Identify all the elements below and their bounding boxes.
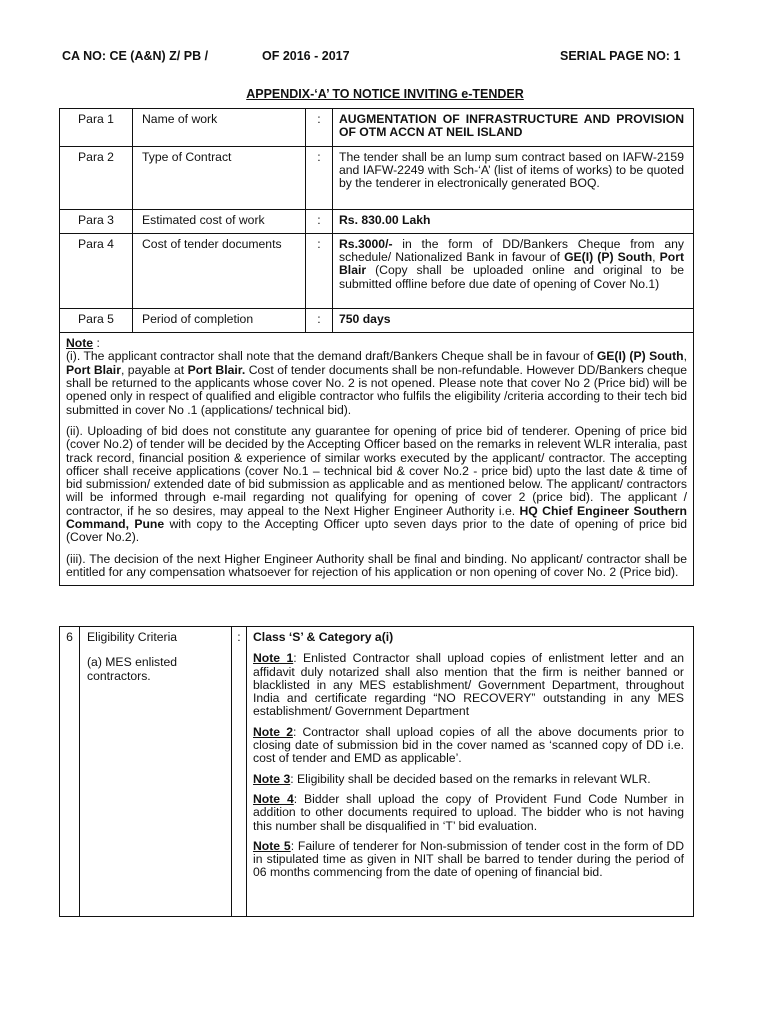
note-3	[253, 773, 684, 786]
para-row-2	[60, 146, 694, 209]
note-3-heading: Note 3	[253, 771, 291, 786]
para-number: Para 4	[60, 233, 133, 308]
para-table	[59, 108, 694, 586]
para-label: Name of work	[133, 109, 306, 147]
note-2-text: : Contractor shall upload copies of all the above documents prior to closing date of submission bid in the cover named as ‘scanned copy of DD i.e. cost of tender and EMD as applicable’.	[253, 724, 684, 766]
note-text: with copy to the Accepting Officer upto seven days prior to the date of opening of price bid (Cover No.2).	[66, 517, 687, 545]
para-colon: :	[306, 209, 333, 233]
type-of-contract-value: The tender shall be an lump sum contract based on IAFW-2159 and IAFW-2249 with Sch-‘A’ (list of items of works) to be quoted by the tenderer in electronically generated BOQ.	[333, 146, 694, 209]
para-number: Para 1	[60, 109, 133, 147]
eligibility-row	[60, 627, 694, 917]
para-colon: :	[306, 109, 333, 147]
tender-text: (Copy shall be uploaded online and original to be submitted offline before due date of opening of Cover No.1)	[339, 263, 684, 291]
note-paragraph-i	[66, 350, 687, 416]
cost-of-tender-value	[333, 233, 694, 308]
class-category: Class ‘S’ & Category a(i)	[253, 630, 394, 644]
note-1-heading: Note 1	[253, 651, 294, 666]
note-5	[253, 840, 684, 880]
eligibility-label: Eligibility Criteria	[87, 630, 178, 644]
para-colon: :	[306, 146, 333, 209]
note-1-text: : Enlisted Contractor shall upload copies of enlistment letter and an affidavit duly notarized shall also mention that the firm is neither banned or blacklisted in any MES establishment/ Government Department, throughout India and certificate regarding “NO RECOVERY” outstanding in any MES establishment/ Government Department	[253, 651, 684, 719]
note-heading: Note	[66, 336, 94, 351]
note-5-text: : Failure of tenderer for Non-submission of tender cost in the form of DD in stipulated time as given in NIT shall be barred to tender during the period of 06 months commencing from the date of opening of financial bid.	[253, 838, 684, 880]
para-colon: :	[306, 233, 333, 308]
para-row-1	[60, 109, 694, 147]
note-colon: :	[93, 336, 100, 351]
ca-number: CA NO: CE (A&N) Z/ PB /	[62, 49, 209, 63]
para-label: Cost of tender documents	[133, 233, 306, 308]
eligibility-content	[247, 627, 694, 917]
serial-page-number: SERIAL PAGE NO: 1	[560, 49, 681, 63]
para-label: Type of Contract	[133, 146, 306, 209]
note-paragraph-ii	[66, 425, 687, 545]
tender-amount: Rs.3000/-	[339, 236, 393, 251]
note-4-text: : Bidder shall upload the copy of Provident Fund Code Number in addition to other documents required to upload. The bidder who is not having this number shall be disqualified in ‘T’ bid evaluation.	[253, 791, 684, 833]
note-bold: Port Blair.	[187, 362, 246, 377]
document-title: APPENDIX-‘A’ TO NOTICE INVITING e-TENDER	[246, 87, 524, 101]
tender-text: in the form of DD/Bankers Cheque from any schedule/ Nationalized Bank in favour of	[339, 236, 684, 265]
note-text: ,	[683, 349, 688, 364]
eligibility-table	[59, 626, 694, 917]
para-row-3	[60, 209, 694, 233]
period-of-completion-value: 750 days	[333, 308, 694, 332]
para-number: Para 5	[60, 308, 133, 332]
note-text: (i). The applicant contractor shall note that the demand draft/Bankers Cheque shall be in favour of	[66, 349, 597, 364]
note-2-heading: Note 2	[253, 724, 293, 739]
note-text: Cost of tender documents shall be non-refundable. However DD/Bankers cheque shall be returned to the applicants whose cover No. 2 is not opened. Please note that cover No 2 (Price bid) will be opened only in respect of qualified and eligible contractor who fulfils the eligibility /criteria according to their tech bid submitted in cover No .1 (applications/ technical bid).	[66, 362, 688, 417]
note-bold: Port Blair	[66, 362, 121, 377]
para-row-5	[60, 308, 694, 332]
note-bold: GE(I) (P) South	[596, 349, 684, 364]
eligibility-colon: :	[232, 627, 247, 917]
note-4	[253, 793, 684, 833]
para-number: Para 2	[60, 146, 133, 209]
eligibility-sub-label: (a) MES enlisted contractors.	[87, 655, 178, 683]
contract-year: OF 2016 - 2017	[262, 49, 350, 63]
name-of-work-value: AUGMENTATION OF INFRASTRUCTURE AND PROVISION OF OTM ACCN AT NEIL ISLAND	[333, 109, 694, 147]
estimated-cost-value: Rs. 830.00 Lakh	[333, 209, 694, 233]
note-section	[60, 333, 694, 586]
note-text: (ii). Uploading of bid does not constitute any guarantee for opening of price bid of tenderer. Opening of price bid (cover No.2) of tender will be decided by the Accepting Officer based on the remarks in relevent WLR interalia, past track record, financial position & experience of similar works executed by the applicant/ contractor. The accepting officer shall receive applications (cover No.1 – technical bid & cover No.2 - price bid) upto the last date & time of bid submission/ extended date of bid submission as applicable and as mentioned below. The applicant/ contractors will be informed through e-mail regarding not qualifying for opening of cover 2 (price bid). The applicant / contractor, if he so desires, may appeal to the Next Higher Engineer Authority i.e.	[66, 423, 687, 518]
eligibility-label-cell	[80, 627, 232, 917]
payee-location: Port Blair	[339, 250, 684, 278]
para-label: Period of completion	[133, 308, 306, 332]
para-label: Estimated cost of work	[133, 209, 306, 233]
payee-name: GE(I) (P) South	[564, 250, 653, 265]
note-paragraph-iii: (iii). The decision of the next Higher Engineer Authority shall be final and binding. No applicant/ contractor shall be entitled for any compensation whatsoever for rejection of his application or non opening of cover No. 2 (Price bid).	[66, 551, 687, 579]
note-5-heading: Note 5	[253, 838, 291, 853]
para-colon: :	[306, 308, 333, 332]
note-1	[253, 652, 684, 718]
eligibility-number: 6	[60, 627, 80, 917]
note-text: , payable at	[120, 362, 188, 377]
para-row-4	[60, 233, 694, 308]
para-number: Para 3	[60, 209, 133, 233]
tender-text: ,	[652, 250, 660, 265]
note-row	[60, 333, 694, 586]
note-bold: HQ Chief Engineer Southern Command, Pune	[66, 503, 687, 532]
note-2	[253, 726, 684, 766]
note-3-text: : Eligibility shall be decided based on the remarks in relevant WLR.	[290, 771, 651, 786]
note-4-heading: Note 4	[253, 791, 294, 806]
